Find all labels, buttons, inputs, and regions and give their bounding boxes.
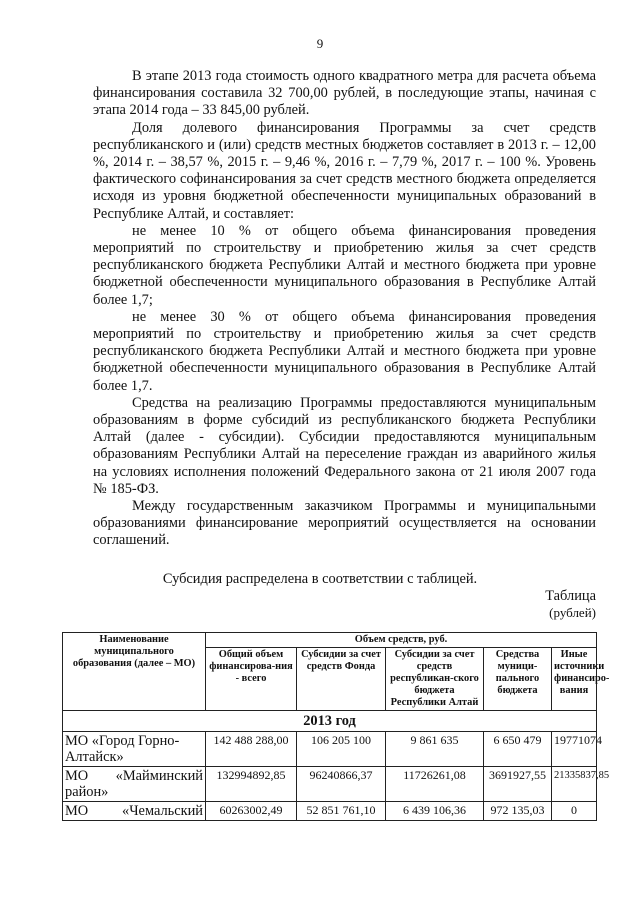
- paragraph-5: Средства на реализацию Программы предоставляются муниципальным образованиям в форме субсидий из республиканского бюджета Республики Алтай (далее - субсидии). Субсидии предоставляются муниципальным образованиям Республики Алтай на переселение граждан из аварийного жилья на условиях исполнения положений Федерального закона от 21 июля 2007 года № 185-ФЗ.: [93, 394, 596, 497]
- cell-other-sources: 0: [552, 802, 597, 821]
- table-row: [63, 732, 597, 767]
- paragraph-4: не менее 30 % от общего объема финансирования проведения мероприятий по строительству и приобретению жилья за счет средств республиканского бюджета Республики Алтай и местного бюджета при уровне бюджетной обеспеченности муниципального образования в Республике Алтай более 1,7.: [93, 308, 596, 394]
- table-year-row: [63, 711, 597, 732]
- cell-republic-subsidy: 9 861 635: [386, 732, 484, 767]
- cell-municipal-funds: 3691927,55: [484, 767, 552, 802]
- table-label: Таблица: [545, 588, 596, 604]
- row-mo-name: [63, 732, 206, 767]
- header-mo-name: Наименование муниципального образования (далее – МО): [63, 633, 206, 711]
- cell-fund-subsidy: 106 205 100: [297, 732, 386, 767]
- row-mo-name-line1: МО «Майминский: [65, 768, 203, 784]
- body-text: [93, 68, 596, 550]
- row-mo-name-line1: МО «Чемальский: [65, 803, 203, 819]
- paragraph-6: Между государственным заказчиком Программы и муниципальными образованиями финансирование мероприятий осуществляется на основании соглашений.: [93, 498, 596, 549]
- subsidy-table: [62, 632, 610, 821]
- row-mo-name-line2: район»: [65, 784, 109, 800]
- cell-republic-subsidy: 11726261,08: [386, 767, 484, 802]
- cell-municipal-funds: 972 135,03: [484, 802, 552, 821]
- cell-other-sources: 19771074: [552, 732, 597, 767]
- year-label: 2013 год: [63, 711, 597, 732]
- cell-total: 132994892,85: [206, 767, 297, 802]
- page-number: 9: [316, 36, 324, 51]
- cell-municipal-funds: 6 650 479: [484, 732, 552, 767]
- table-unit: (рублей): [549, 605, 596, 620]
- cell-fund-subsidy: 52 851 761,10: [297, 802, 386, 821]
- cell-other-sources: 21335837,85: [552, 767, 597, 802]
- row-mo-name-line1: МО «Город Горно-: [65, 733, 180, 749]
- header-municipal-funds: Средства муници-пального бюджета: [484, 648, 552, 711]
- row-mo-name-line2: Алтайск»: [65, 749, 124, 765]
- paragraph-2: Доля долевого финансирования Программы за счет средств республиканского и (или) средств местных бюджетов составляет в 2013 г. – 12,00 %, 2014 г. – 38,57 %, 2015 г. – 9,46 %, 2016 г. – 7,79 %, 2017 г. – 100 %. Уровень фактического софинансирования за счет средств местного бюджета определяется исходя из уровня бюджетной обеспеченности муниципальных образований в Республике Алтай, и составляет:: [93, 119, 596, 222]
- header-fund-subsidy: Субсидии за счет средств Фонда: [297, 648, 386, 711]
- table-header-row-1: [63, 633, 597, 648]
- cell-republic-subsidy: 6 439 106,36: [386, 802, 484, 821]
- cell-fund-subsidy: 96240866,37: [297, 767, 386, 802]
- header-funds-group: Объем средств, руб.: [206, 633, 597, 648]
- table-caption: Субсидия распределена в соответствии с таблицей.: [162, 571, 478, 587]
- header-total: Общий объем финансирова-ния - всего: [206, 648, 297, 711]
- table-row: [63, 802, 597, 821]
- paragraph-3: не менее 10 % от общего объема финансирования проведения мероприятий по строительству и приобретению жилья за счет средств республиканского бюджета Республики Алтай и местного бюджета при уровне бюджетной обеспеченности муниципального образования в Республике Алтай более 1,7;: [93, 222, 596, 308]
- row-mo-name: [63, 767, 206, 802]
- paragraph-1: В этапе 2013 года стоимость одного квадратного метра для расчета объема финансирования составила 32 700,00 рублей, в последующие этапы, начиная с этапа 2014 года – 33 845,00 рублей.: [93, 68, 596, 119]
- table-row: [63, 767, 597, 802]
- cell-total: 142 488 288,00: [206, 732, 297, 767]
- cell-total: 60263002,49: [206, 802, 297, 821]
- header-republic-subsidy: Субсидии за счет средств республикан-ского бюджета Республики Алтай: [386, 648, 484, 711]
- header-other-sources: Иные источники финансиро-вания: [552, 648, 597, 711]
- row-mo-name: [63, 802, 206, 821]
